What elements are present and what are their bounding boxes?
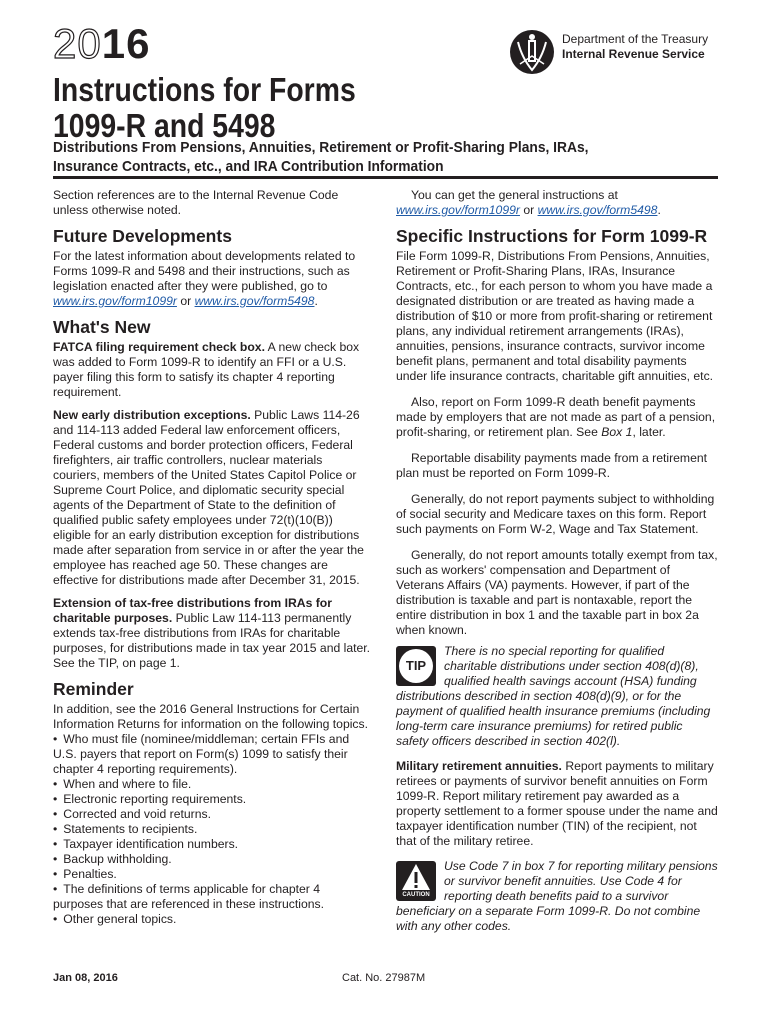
list-item [53,732,371,777]
future-developments-text [53,249,371,309]
list-item [53,912,371,927]
year-bold: 16 [101,20,151,67]
future-developments-heading: Future Developments [53,226,232,246]
reminder-list [53,732,371,927]
left-column [53,188,371,927]
paragraph: File Form 1099-R, Distributions From Pensions, Annuities, Retirement or Profit-Sharing Plans, IRAs, Insurance Contracts, etc., for each person to whom you have made a designated distribution or are treated as having made a distribution of $10 or more from profit-sharing or retirement plans, any individual retirement arrangements (IRAs), annuities, pensions, insurance contracts, survivor income benefit plans, permanent and total disability payments under life insurance contracts, charitable gift annuities, etc. [396,249,714,383]
intro-text: Section references are to the Internal Revenue Code unless otherwise noted. [53,188,339,217]
document-title [53,72,356,144]
item-text: A new check box was added to Form 1099-R to identify an FFI or a U.S. payer filing this form to satisfy its chapter 4 reporting requirement. [53,340,360,399]
revision-date: Jan 08, 2016 [53,972,118,984]
bullet-text: Electronic reporting requirements. [63,792,247,806]
title-line-2: 1099-R and 5498 [53,107,276,144]
whats-new-item [53,340,371,400]
caution-note [396,859,718,934]
item-lead: New early distribution exceptions. [53,408,251,422]
form1099r-link[interactable]: www.irs.gov/form1099r [53,294,177,308]
irs-eagle-logo-icon [508,28,556,76]
form1099r-link[interactable]: www.irs.gov/form1099r [396,203,520,217]
item-text: Public Laws 114-26 and 114-113 added Federal law enforcement officers, Federal customs and border protection officers, Federal firefighters, air traffic controllers, nuclear materials couriers, members of the United States Capitol Police or Supreme Court Police, and diplomatic security special agents of the Department of State to the definition of qualified public safety employees under 72(t)(10(B)) eligible for an early distribution exception for distributions made after separation from service in or after the year the employee has reached age 50. These changes are effective for distributions made after December 31, 2015. [53,408,364,587]
whats-new-heading: What's New [53,317,151,337]
catalog-number: Cat. No. 27987M [342,972,426,984]
bullet-icon: • [53,867,58,881]
reminder-intro: In addition, see the 2016 General Instructions for Certain Information Returns for information on the following topics. [53,702,369,731]
bullet-icon: • [53,837,58,851]
list-item [53,837,371,852]
list-item [53,777,371,792]
or-text: or [176,294,195,308]
or-text: or [519,203,538,217]
whats-new-item [53,408,371,588]
bullet-icon: • [53,882,58,896]
list-item [53,792,371,807]
header-rule [53,176,718,179]
bullet-icon: • [53,732,58,746]
caution-icon [396,861,436,901]
bullet-text: Corrected and void returns. [63,807,211,821]
future-text: For the latest information about developments related to Forms 1099-R and 5498 and their instructions, such as legislation enacted after they were published, go to [53,249,356,293]
title-line-1: Instructions for Forms [53,71,356,108]
list-item [53,807,371,822]
bullet-icon: • [53,792,58,806]
agency-name [562,32,708,62]
general-text: You can get the general instructions at [411,188,618,202]
bullet-icon: • [53,777,58,791]
form5498-link[interactable]: www.irs.gov/form5498 [537,203,658,217]
tip-label: TIP [399,649,433,683]
tip-note [396,644,718,749]
form5498-link[interactable]: www.irs.gov/form5498 [194,294,315,308]
box1-reference: Box 1 [601,425,633,439]
military-lead: Military retirement annuities. [396,759,562,773]
period: . [657,203,661,217]
bullet-icon: • [53,822,58,836]
bullet-text: Backup withholding. [63,852,172,866]
bullet-text: Other general topics. [63,912,177,926]
subtitle-line-2: Insurance Contracts, etc., and IRA Contribution Information [53,158,444,175]
list-item [53,882,371,912]
document-subtitle [53,138,588,176]
list-item [53,867,371,882]
item-lead: Extension of tax-free distributions from IRAs for charitable purposes. [53,596,332,625]
paragraph: Generally, do not report payments subject to withholding of social security and Medicare taxes on this form. Report such payments on Form W-2, Wage and Tax Statement. [396,492,715,536]
reminder-heading: Reminder [53,679,134,699]
bullet-text: Statements to recipients. [63,822,198,836]
bullet-text: Penalties. [63,867,117,881]
tip-text: There is no special reporting for qualified charitable distributions under section 408(d)(8), qualified health savings account (HSA) funding distributions described in section 408(d)(9), or for the payment of qualified health insurance premiums (including long-term care insurance premiums) for retired public safety officers described in section 402(l). [396,644,711,748]
period: . [314,294,318,308]
tip-icon [396,646,436,686]
caution-label: CAUTION [402,892,430,898]
right-column [396,188,718,944]
list-item [53,822,371,837]
bullet-text: Taxpayer identification numbers. [63,837,239,851]
item-lead: FATCA filing requirement check box. [53,340,265,354]
bullet-text: When and where to file. [63,777,192,791]
whats-new-item [53,596,371,671]
military-paragraph [396,759,718,849]
bullet-icon: • [53,807,58,821]
paragraph [396,395,718,440]
caution-text: Use Code 7 in box 7 for reporting military pensions or survivor benefit annuities. Use Code 4 for reporting death benefits paid to a survivor beneficiary on a separate Form 1099-R. Do not combine with any other codes. [396,859,718,933]
bullet-icon: • [53,852,58,866]
warning-triangle-icon [396,861,436,893]
specific-instructions-heading: Specific Instructions for Form 1099-R [396,226,708,246]
agency-irs: Internal Revenue Service [562,47,705,61]
agency-department: Department of the Treasury [562,32,709,46]
list-item [53,852,371,867]
paragraph: Reportable disability payments made from a retirement plan must be reported on Form 1099-R. [396,451,708,480]
bullet-text: Who must file (nominee/middleman; certain FFIs and U.S. payers that report on Form(s) 1099 to satisfy their chapter 4 reporting requirements). [53,732,350,776]
p2-end: , later. [632,425,666,439]
p2-text: Also, report on Form 1099-R death benefit payments made by employers that are not made as part of a pension, profit-sharing, or retirement plan. See [396,395,716,439]
year-outline: 20 [53,20,102,67]
military-text: Report payments to military retirees or payments of survivor benefit annuities on Form 1099-R. Report military retirement pay awarded as a property settlement to a former spouse under the name and taxpayer identification number (TIN) of the recipient, not that of the military retiree. [396,759,718,848]
general-instructions-text [396,188,718,218]
bullet-text: The definitions of terms applicable for chapter 4 purposes that are referenced in these instructions. [53,882,324,911]
subtitle-line-1: Distributions From Pensions, Annuities, Retirement or Profit-Sharing Plans, IRAs, [53,139,589,156]
document-year [53,22,150,66]
paragraph: Generally, do not report amounts totally exempt from tax, such as workers' compensation and Department of Veterans Affairs (VA) payments. However, if part of the distribution is taxable and part is nontaxable, report the entire distribution in box 1 and the taxable part in box 2a when known. [396,548,718,637]
item-text: Public Law 114-113 permanently extends tax-free distributions from IRAs for charitable purposes, for distributions made in tax year 2015 and later. See the TIP, on page 1. [53,611,371,670]
bullet-icon: • [53,912,58,926]
